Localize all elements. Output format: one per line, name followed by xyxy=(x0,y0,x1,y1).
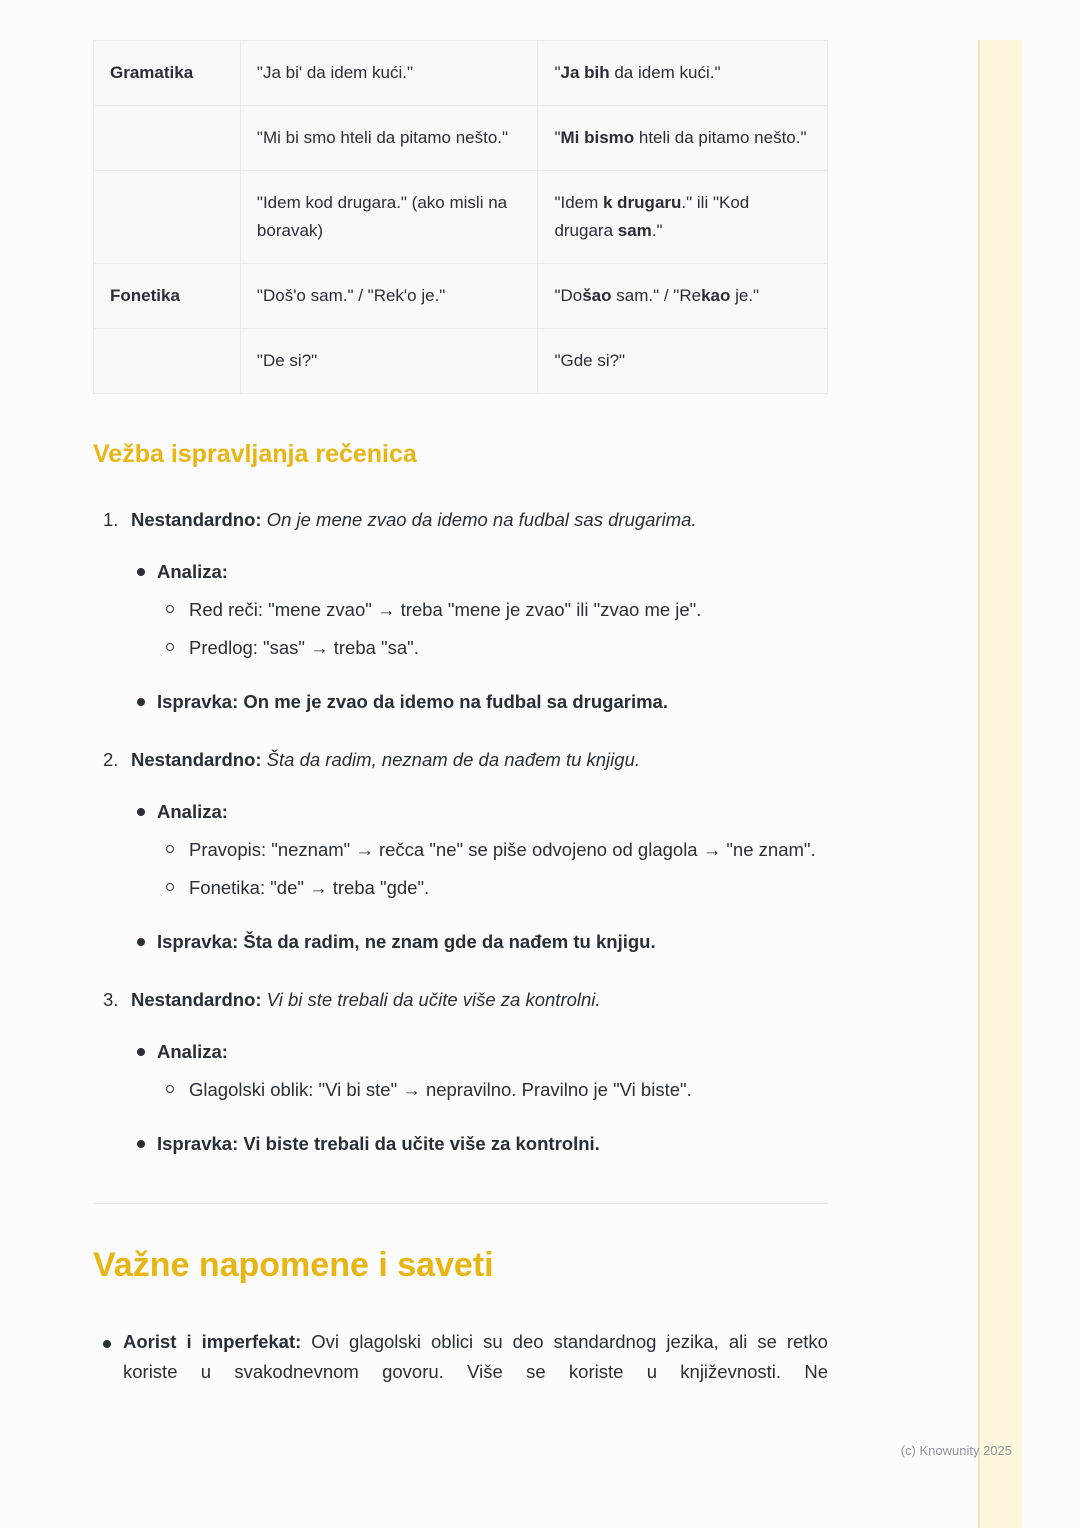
analysis-point: Pravopis: "neznam" → rečca "ne" se piše odvojeno od glagola → "ne znam". xyxy=(189,839,816,860)
item-lead-row xyxy=(93,985,828,1015)
analysis-point: Glagolski oblik: "Vi bi ste" → nepravilno. Pravilno je "Vi biste". xyxy=(189,1079,692,1100)
item-lead: Nestandardno: Vi bi ste trebali da učite više za kontrolni. xyxy=(131,989,601,1010)
analysis-row xyxy=(93,557,828,587)
content-area xyxy=(93,40,828,1387)
analysis-label: Analiza: xyxy=(157,561,228,582)
exercise-section-heading: Vežba ispravljanja rečenica xyxy=(93,440,417,468)
cell-category xyxy=(94,106,241,171)
exercise-list xyxy=(93,505,828,1159)
fix-text: Ispravka: Vi biste trebali da učite više za kontrolni. xyxy=(157,1133,600,1154)
analysis-point: Fonetika: "de" → treba "gde". xyxy=(189,877,430,898)
analysis-point-row xyxy=(93,1075,828,1105)
side-stripe xyxy=(978,40,1022,1528)
standard-text: "Mi bismo hteli da pitamo nešto." xyxy=(554,128,807,147)
item-lead-row xyxy=(93,745,828,775)
standard-text: "Gde si?" xyxy=(554,351,626,370)
cell-standard xyxy=(538,264,828,329)
exercise-item xyxy=(93,745,828,957)
item-number: 2. xyxy=(103,749,119,770)
item-lead: Nestandardno: Šta da radim, neznam de da nađem tu knjigu. xyxy=(131,749,640,770)
fix-row xyxy=(93,927,828,957)
item-lead-row xyxy=(93,505,828,535)
cell-category xyxy=(94,264,241,329)
standard-text: "Ja bih da idem kući." xyxy=(554,63,721,82)
exercise-item xyxy=(93,505,828,717)
cell-standard xyxy=(538,329,828,394)
fix-text: Ispravka: Šta da radim, ne znam gde da nađem tu knjigu. xyxy=(157,931,656,952)
cell-nonstandard xyxy=(240,264,538,329)
nonstandard-text: "Mi bi smo hteli da pitamo nešto." xyxy=(256,128,509,147)
fix-text: Ispravka: On me je zvao da idemo na fudbal sa drugarima. xyxy=(157,691,668,712)
table-row xyxy=(94,106,828,171)
table-row xyxy=(94,264,828,329)
note-text: Aorist i imperfekat: Ovi glagolski oblici su deo standardnog jezika, ali se retko koriste u svakodnevnom govoru. Više se koriste u književnosti. Ne xyxy=(123,1331,828,1382)
bullet-circle-icon xyxy=(166,845,174,853)
nonstandard-text: "Ja bi' da idem kući." xyxy=(256,63,414,82)
item-number: 3. xyxy=(103,989,119,1010)
bullet-circle-icon xyxy=(166,883,174,891)
bullet-circle-icon xyxy=(166,643,174,651)
cell-nonstandard xyxy=(240,41,538,106)
bullet-circle-icon xyxy=(166,1085,174,1093)
analysis-point-row xyxy=(93,595,828,625)
analysis-point-row xyxy=(93,835,828,865)
cell-standard xyxy=(538,106,828,171)
category-label: Fonetika xyxy=(110,286,180,305)
cell-category xyxy=(94,171,241,264)
item-number: 1. xyxy=(103,509,119,530)
bullet-circle-icon xyxy=(166,605,174,613)
cell-category xyxy=(94,41,241,106)
table-row xyxy=(94,41,828,106)
table-row xyxy=(94,171,828,264)
cell-category xyxy=(94,329,241,394)
comparison-table xyxy=(93,40,828,394)
bullet-disc-icon xyxy=(137,938,145,946)
cell-nonstandard xyxy=(240,329,538,394)
notes-section-heading: Važne napomene i saveti xyxy=(93,1246,494,1284)
bullet-disc-icon xyxy=(137,568,145,576)
cell-standard xyxy=(538,41,828,106)
analysis-row xyxy=(93,1037,828,1067)
bullet-disc-icon xyxy=(137,698,145,706)
category-label: Gramatika xyxy=(110,63,194,82)
analysis-point-row xyxy=(93,633,828,663)
bullet-disc-icon xyxy=(103,1340,111,1348)
standard-text: "Došao sam." / "Rekao je." xyxy=(554,286,760,305)
analysis-point-row xyxy=(93,873,828,903)
exercise-item xyxy=(93,985,828,1159)
analysis-point: Predlog: "sas" → treba "sa". xyxy=(189,637,419,658)
analysis-label: Analiza: xyxy=(157,801,228,822)
note-item xyxy=(93,1327,828,1387)
nonstandard-text: "Doš'o sam." / "Rek'o je." xyxy=(256,286,446,305)
nonstandard-text: "Idem kod drugara." (ako misli na boravak) xyxy=(256,193,508,240)
bullet-disc-icon xyxy=(137,1140,145,1148)
item-lead: Nestandardno: On je mene zvao da idemo na fudbal sas drugarima. xyxy=(131,509,697,530)
cell-standard xyxy=(538,171,828,264)
cell-nonstandard xyxy=(240,171,538,264)
fix-row xyxy=(93,687,828,717)
bullet-disc-icon xyxy=(137,808,145,816)
fix-row xyxy=(93,1129,828,1159)
analysis-row xyxy=(93,797,828,827)
bullet-disc-icon xyxy=(137,1048,145,1056)
section-divider xyxy=(93,1203,828,1204)
analysis-point: Red reči: "mene zvao" → treba "mene je zvao" ili "zvao me je". xyxy=(189,599,702,620)
table-row xyxy=(94,329,828,394)
analysis-label: Analiza: xyxy=(157,1041,228,1062)
cell-nonstandard xyxy=(240,106,538,171)
nonstandard-text: "De si?" xyxy=(256,351,318,370)
standard-text: "Idem k drugaru." ili "Kod drugara sam." xyxy=(554,193,750,240)
copyright: (c) Knowunity 2025 xyxy=(900,1443,1012,1458)
